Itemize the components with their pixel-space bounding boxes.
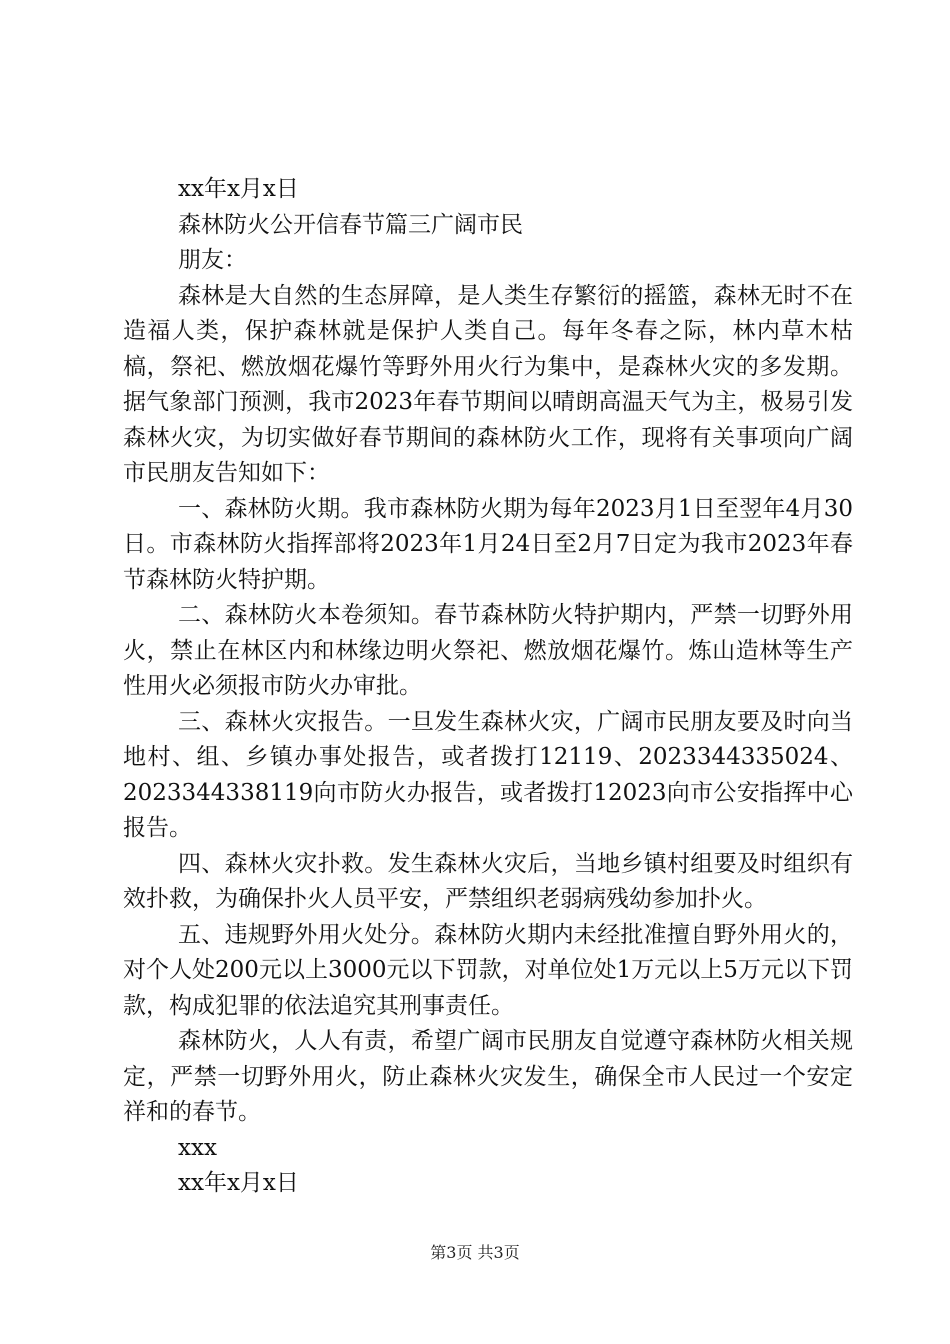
closing-date: xx年x月x日 bbox=[178, 1170, 299, 1196]
paragraph-fire-fighting: 四、森林火灾扑救。发生森林火灾后，当地乡镇村组要及时组织有效扑救，为确保扑火人员平安，严禁组织老弱病残幼参加扑火。 bbox=[123, 850, 853, 912]
paragraph-notice: 二、森林防火本卷须知。春节森林防火特护期内，严禁一切野外用火，禁止在林区内和林缘边明火祭祀、燃放烟花爆竹。炼山造林等生产性用火必须报市防火办审批。 bbox=[123, 602, 853, 699]
paragraph-closing: 森林防火，人人有责，希望广阔市民朋友自觉遵守森林防火相关规定，严禁一切野外用火，防止森林火灾发生，确保全市人民过一个安定祥和的春节。 bbox=[123, 1028, 853, 1125]
page-footer: 第3页 共3页 bbox=[430, 1243, 520, 1262]
letter-title: 森林防火公开信春节篇三广阔市民 bbox=[178, 211, 523, 238]
signature: xxx bbox=[178, 1134, 217, 1161]
paragraph-fire-report: 三、森林火灾报告。一旦发生森林火灾，广阔市民朋友要及时向当地村、组、乡镇办事处报告，或者拨打12119、2023344335024、2023344338119向市防火办报告，或者拨打12023向市公安指挥中心报告。 bbox=[123, 708, 853, 841]
paragraph-penalties: 五、违规野外用火处分。森林防火期内未经批准擅自野外用火的，对个人处200元以上3000元以下罚款，对单位处1万元以上5万元以下罚款，构成犯罪的依法追究其刑事责任。 bbox=[123, 921, 853, 1019]
salutation: 朋友： bbox=[178, 247, 247, 273]
paragraph-intro: 森林是大自然的生态屏障，是人类生存繁衍的摇篮，森林无时不在造福人类，保护森林就是保护人类自己。每年冬春之际，林内草木枯槁，祭祀、燃放烟花爆竹等野外用火行为集中，是森林火灾的多发期。据气象部门预测，我市2023年春节期间以晴朗高温天气为主，极易引发森林火灾，为切实做好春节期间的森林防火工作，现将有关事项向广阔市民朋友告知如下： bbox=[123, 282, 853, 486]
header-date: xx年x月x日 bbox=[178, 176, 299, 202]
letter-body bbox=[123, 172, 853, 1202]
paragraph-fire-season: 一、森林防火期。我市森林防火期为每年2023月1日至翌年4月30日。市森林防火指挥部将2023年1月24日至2月7日定为我市2023年春节森林防火特护期。 bbox=[123, 495, 853, 593]
